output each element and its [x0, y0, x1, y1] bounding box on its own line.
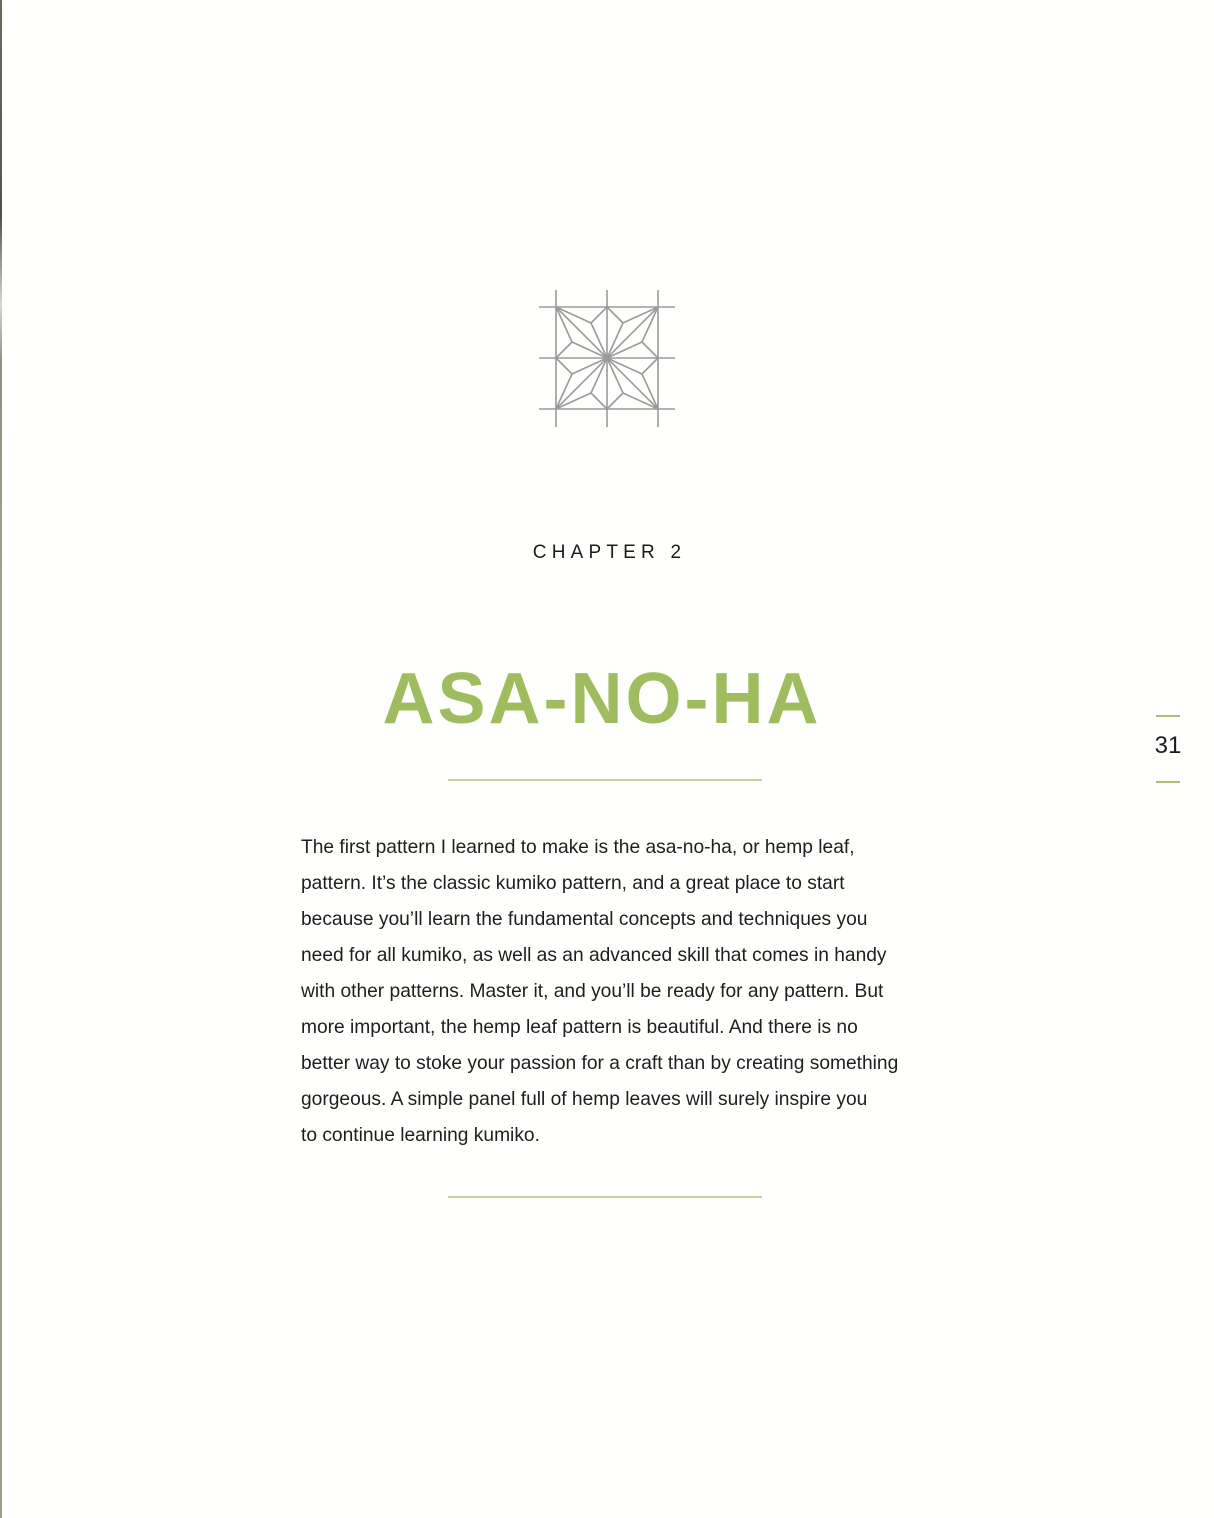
chapter-title: ASA-NO-HA — [382, 659, 822, 739]
asa-no-ha-pattern-icon — [538, 290, 676, 428]
page-number-marker — [1150, 715, 1186, 783]
page-edge — [0, 0, 2, 1518]
folio-rule-top — [1156, 715, 1180, 717]
paragraph-line: to continue learning kumiko. — [301, 1125, 540, 1146]
paragraph-line: more important, the hemp leaf pattern is beautiful. And there is no — [301, 1017, 858, 1038]
paragraph-line: need for all kumiko, as well as an advanced skill that comes in handy — [301, 945, 887, 966]
paragraph-line: gorgeous. A simple panel full of hemp leaves will surely inspire you — [301, 1089, 868, 1110]
paragraph-line: better way to stoke your passion for a craft than by creating something — [301, 1053, 899, 1074]
closing-divider — [448, 1196, 762, 1198]
page-number: 31 — [1154, 732, 1182, 759]
paragraph-line: with other patterns. Master it, and you’ll be ready for any pattern. But — [301, 981, 884, 1002]
title-divider — [448, 779, 762, 781]
paragraph-line: because you’ll learn the fundamental concepts and techniques you — [301, 909, 868, 930]
paragraph-line: The first pattern I learned to make is the asa-no-ha, or hemp leaf, — [301, 837, 855, 858]
paragraph-line: pattern. It’s the classic kumiko pattern, and a great place to start — [301, 873, 845, 894]
folio-rule-bottom — [1156, 781, 1180, 783]
chapter-label: CHAPTER 2 — [532, 542, 687, 563]
intro-paragraph — [301, 830, 921, 1154]
